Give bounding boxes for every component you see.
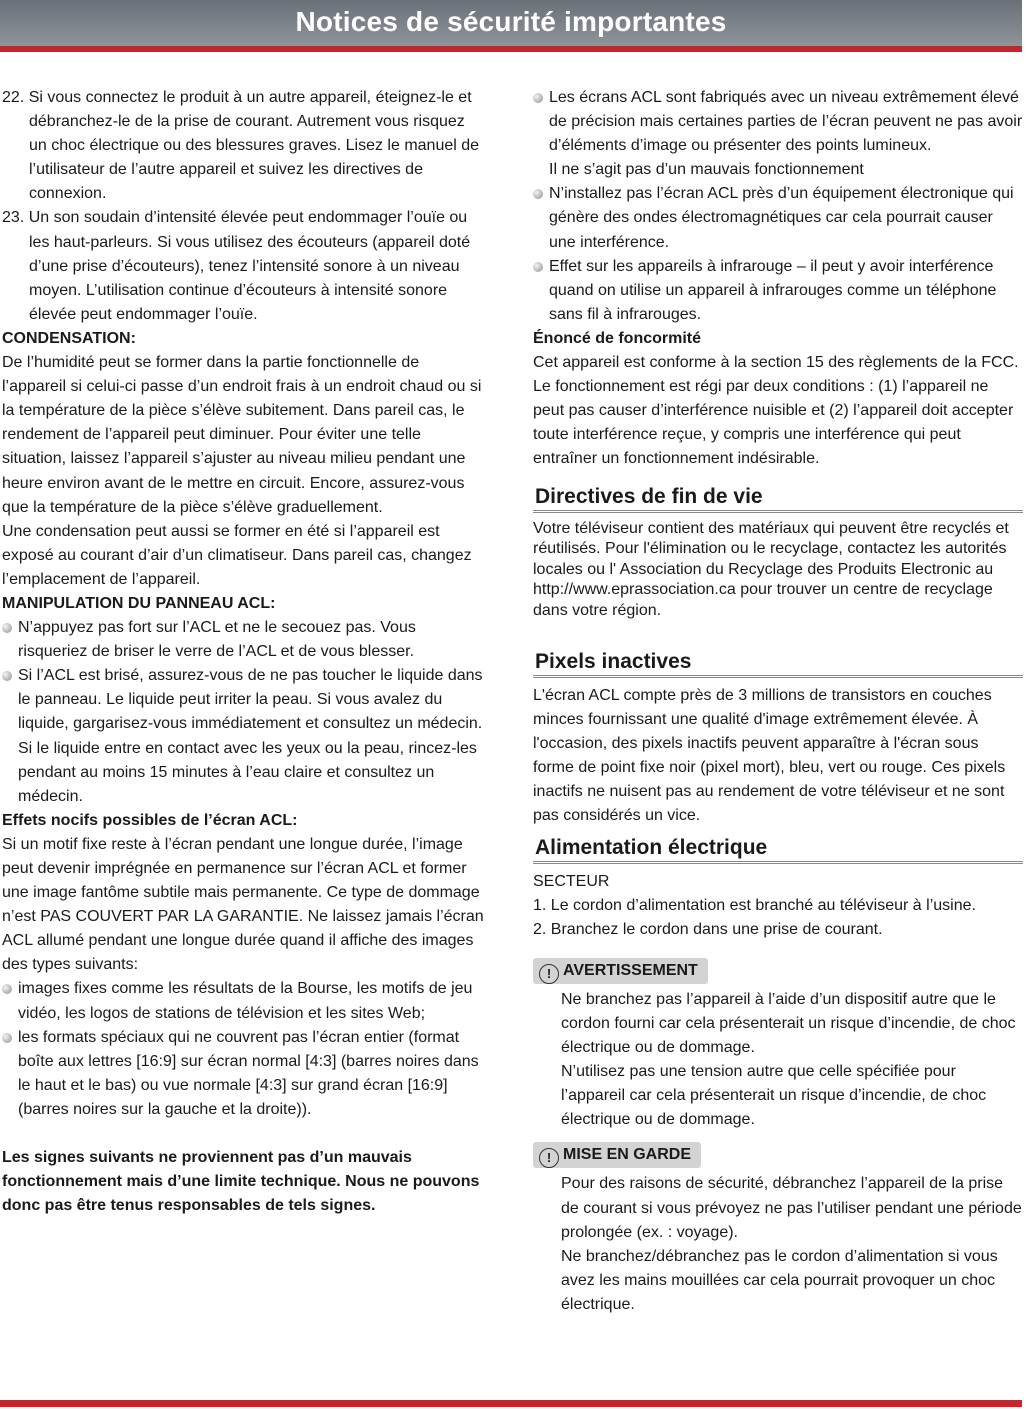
title-banner xyxy=(0,0,1022,46)
dead-pixels-title: Pixels inactives xyxy=(533,649,1023,678)
lcd-bullet-1 xyxy=(533,86,1023,182)
exclamation-icon: ! xyxy=(539,964,559,984)
caution-badge xyxy=(533,1142,701,1168)
panel-heading: MANIPULATION DU PANNEAU ACL: xyxy=(2,594,276,612)
warning-label: AVERTISSEMENT xyxy=(563,961,698,979)
condensation-paragraph-2: Une condensation peut aussi se former en été si l’appareil est exposé au courant d’air d’un climatiseur. Dans pareil cas, changez l’emplacement de l’appareil. xyxy=(2,522,472,588)
exclamation-icon: ! xyxy=(539,1148,559,1168)
panel-bullet-1: N’appuyez pas fort sur l’ACL et ne le secouez pas. Vous risqueriez de briser le verre de l’ACL et de vous blesser. xyxy=(2,616,486,664)
warning-block xyxy=(533,958,1023,1133)
effects-bullet-1: images fixes comme les résultats de la Bourse, les motifs de jeu vidéo, les logos de stations de télévision et les sites Web; xyxy=(2,977,486,1025)
power-line-2: 1. Le cordon d’alimentation est branché au téléviseur à l’usine. xyxy=(533,896,976,914)
power-line-3: 2. Branchez le cordon dans une prise de courant. xyxy=(533,920,883,938)
caution-paragraph-1: Pour des raisons de sécurité, débranchez l’appareil de la prise de courant si vous prévoyez ne pas l’utiliser pendant une période prolongée (ex. : voyage). xyxy=(561,1175,1022,1241)
caution-label: MISE EN GARDE xyxy=(563,1146,692,1164)
conformity-paragraph: Cet appareil est conforme à la section 15 des règlements de la FCC. Le fonctionnement est régi par deux conditions : (1) l’appareil ne peut pas causer d’interférence nuisible et (2) l’appareil doit accepter toute interférence reçue, y compris une interférence qui peut entraîner un fonctionnement indésirable. xyxy=(533,354,1019,468)
effects-heading: Effets nocifs possibles de l’écran ACL: xyxy=(2,811,298,829)
lcd-bullet-2: N’installez pas l’écran ACL près d’un équipement électronique qui génère des ondes électromagnétiques car cela pourrait causer une interférence. xyxy=(533,182,1023,254)
conformity-heading: Énoncé de foncormité xyxy=(533,329,702,347)
top-red-rule xyxy=(0,46,1022,52)
condensation-paragraph-1: De l’humidité peut se former dans la partie fonctionnelle de l’appareil si celui-ci passe d’un endroit frais à un endroit chaud ou si la température de la pièce s’élève subitement. Dans pareil cas, le rendement de l’appareil peut diminuer. Pour éviter une telle situation, laissez l’appareil s’ajuster au niveau milieu pendant une heure environ avant de le mettre en circuit. Encore, assurez-vous que la température de la pièce s’élève graduellement. xyxy=(2,354,482,516)
end-of-life-paragraph: Votre téléviseur contient des matériaux qui peuvent être recyclés et réutilisés. Pour l'élimination ou le recyclage, contactez les autorités locales ou l' Association du Recyclage des Produits Electronic au http://www.eprassociation.ca pour trouver un centre de recyclage dans votre région. xyxy=(533,519,1009,619)
power-supply-title: Alimentation électrique xyxy=(533,835,1023,864)
warning-paragraph-1: Ne branchez pas l’appareil à l’aide d’un dispositif autre que le cordon fourni car cela présenterait un risque d’incendie, de choc électrique ou de dommage. xyxy=(561,990,1016,1057)
effects-bullet-2: les formats spéciaux qui ne couvrent pas l’écran entier (format boîte aux lettres [16:9] sur écran normal [4:3] (barres noires dans le haut et le bas) ou vue normale [4:3] sur grand écran [16:9] (barres noires sur la gauche et la droite)). xyxy=(2,1026,486,1122)
item-23: 23. Un son soudain d’intensité élevée peut endommager l’ouïe ou les haut-parleurs. Si vous utilisez des écouteurs (appareil doté d’une prise d’écouteurs), tenez l’intensité sonore à un niveau moyen. L’utilisation continue d’écouteurs à intensité sonore élevée peut endommager l’ouïe. xyxy=(2,209,471,323)
panel-bullet-2: Si l’ACL est brisé, assurez-vous de ne pas toucher le liquide dans le panneau. Le liquide peut irriter la peau. Si vous avalez du liquide, gargarisez-vous immédiatement et consultez un médecin. Si le liquide entre en contact avec les yeux ou la peau, rincez-les pendant au moins 15 minutes à l’eau claire et consultez un médecin. xyxy=(2,664,486,809)
dead-pixels-paragraph: L'écran ACL compte près de 3 millions de transistors en couches minces fournissant une qualité d'image extrêmement élevée. À l'occasion, des pixels inactifs peuvent apparaître à l'écran sous forme de point fixe noir (pixel mort), bleu, vert ou rouge. Ces pixels inactifs ne nuisent pas au rendement de votre téléviseur et ne sont pas considérés un vice. xyxy=(533,687,1006,825)
caution-paragraph-2: Ne branchez/débranchez pas le cordon d’alimentation si vous avez les mains mouillées car cela pourrait provoquer un choc électrique. xyxy=(561,1247,998,1313)
closing-note: Les signes suivants ne proviennent pas d’un mauvais fonctionnement mais d’une limite technique. Nous ne pouvons donc pas être tenus responsables de tels signes. xyxy=(2,1149,480,1215)
warning-badge xyxy=(533,958,708,984)
right-column xyxy=(533,86,1023,1317)
page-title: Notices de sécurité importantes xyxy=(295,6,727,37)
caution-block xyxy=(533,1142,1023,1317)
warning-paragraph-2: N’utilisez pas une tension autre que celle spécifiée pour l’appareil car cela présenterait un risque d’incendie, de choc électrique ou de dommage. xyxy=(561,1063,987,1129)
item-22: 22. Si vous connectez le produit à un autre appareil, éteignez-le et débranchez-le de la prise de courant. Autrement vous risquez un choc électrique ou des blessures graves. Lisez le manuel de l’utilisateur de l’autre appareil et suivez les directives de connexion. xyxy=(2,89,480,203)
condensation-heading: CONDENSATION: xyxy=(2,329,136,347)
power-line-1: SECTEUR xyxy=(533,872,610,890)
bottom-red-rule xyxy=(0,1400,1022,1407)
lcd-bullet-1-text: Les écrans ACL sont fabriqués avec un niveau extrêmement élevé de précision mais certaines parties de l’écran peuvent ne pas avoir d’éléments d’image ou présenter des points lumineux. xyxy=(549,89,1023,155)
effects-paragraph: Si un motif fixe reste à l’écran pendant une longue durée, l’image peut devenir imprégnée en permanence sur l’écran ACL et former une image fantôme subtile mais permanente. Ce type de dommage n’est PAS COUVERT PAR LA GARANTIE. Ne laissez jamais l’écran ACL allumé pendant une longue durée quand il affiche des images des types suivants: xyxy=(2,835,484,974)
end-of-life-title: Directives de fin de vie xyxy=(533,484,1023,513)
left-column xyxy=(2,86,486,1218)
lcd-bullet-1-extra: Il ne s’agit pas d’un mauvais fonctionnement xyxy=(549,161,864,179)
lcd-bullet-3: Effet sur les appareils à infrarouge – il peut y avoir interférence quand on utilise un appareil à infrarouges comme un téléphone sans fil à infrarouges. xyxy=(533,255,1023,327)
